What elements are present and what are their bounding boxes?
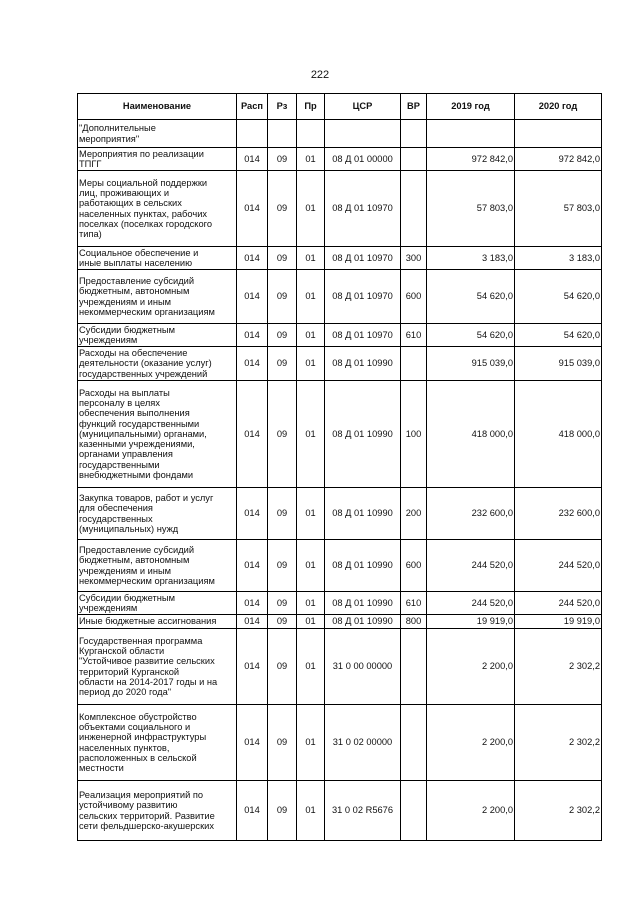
row-name-line: устойчивому развитию [79,800,178,811]
row-csr: 08 Д 01 10990 [325,540,401,592]
row-amount-2020: 54 620,0 [515,324,602,347]
row-name [78,270,237,324]
row-vr: 300 [401,247,427,270]
row-vr [401,347,427,381]
row-name-line: государственными [79,459,160,470]
row-name-line: инженерной инфраструктуры [79,732,207,743]
table-header-row [78,94,602,120]
table-row [78,629,602,705]
row-pr: 01 [297,324,325,347]
row-amount-2020: 54 620,0 [515,270,602,324]
row-name-line: сельских территорий. Развитие [79,810,215,821]
row-amount-2020: 57 803,0 [515,171,602,247]
row-amount-2020: 418 000,0 [515,381,602,488]
row-rz: 09 [268,592,297,615]
row-name [78,592,237,615]
row-name-line: некоммерческим организациям [79,306,215,317]
row-name-line: для обеспечения [79,503,153,514]
row-name-line: местности [79,762,124,773]
row-csr: 31 0 00 00000 [325,629,401,705]
row-amount-2019: 972 842,0 [427,148,515,171]
table-row [78,247,602,270]
row-pr: 01 [297,171,325,247]
row-pr: 01 [297,148,325,171]
row-rasp: 014 [237,148,268,171]
row-rz: 09 [268,270,297,324]
table-row [78,488,602,540]
row-rasp: 014 [237,324,268,347]
row-rz: 09 [268,705,297,781]
row-rz: 09 [268,629,297,705]
row-name-line: ТПГГ [79,159,102,169]
row-csr: 31 0 02 R5676 [325,781,401,841]
row-amount-2019: 244 520,0 [427,540,515,592]
row-name-line: некоммерческим организациям [79,575,215,586]
row-csr: 31 0 02 00000 [325,705,401,781]
row-name-line: Предоставление субсидий [79,276,195,287]
row-pr: 01 [297,347,325,381]
row-name-line: Предоставление субсидий [79,545,195,556]
row-amount-2020: 2 302,2 [515,781,602,841]
row-rz: 09 [268,488,297,540]
row-amount-2019: 915 039,0 [427,347,515,381]
row-vr [401,171,427,247]
row-name [78,781,237,841]
row-amount-2019: 19 919,0 [427,615,515,629]
row-name-line: внебюджетными фондами [79,469,194,480]
row-pr: 01 [297,629,325,705]
row-rasp: 014 [237,347,268,381]
row-rz: 09 [268,540,297,592]
row-name-line: поселках (поселках городского [79,218,212,229]
row-name-line: Мероприятия по реализации [79,148,204,159]
row-name [78,629,237,705]
row-amount-2020: 915 039,0 [515,347,602,381]
row-name-line: сети фельдшерско-акушерских [79,820,214,831]
row-amount-2020: 2 302,2 [515,629,602,705]
row-vr: 100 [401,381,427,488]
row-rz: 09 [268,347,297,381]
row-amount-2020: 244 520,0 [515,592,602,615]
row-name-line: "Устойчивое развитие сельских [79,656,215,667]
row-rasp [237,120,268,148]
row-amount-2020: 2 302,2 [515,705,602,781]
row-name [78,381,237,488]
row-rz: 09 [268,615,297,629]
row-name-line: иные выплаты населению [79,258,193,268]
header-vr: ВР [401,94,427,120]
header-name: Наименование [78,94,237,120]
row-name-line: "Дополнительные [79,123,156,134]
row-name-line: функций государственными [79,418,200,429]
row-pr: 01 [297,781,325,841]
row-name-line: типа) [79,228,102,239]
row-rz: 09 [268,148,297,171]
table-row [78,705,602,781]
row-rasp: 014 [237,781,268,841]
row-name-line: Курганской области [79,646,165,657]
row-amount-2019: 2 200,0 [427,705,515,781]
row-pr: 01 [297,540,325,592]
row-amount-2020: 972 842,0 [515,148,602,171]
row-name-line: Меры социальной поддержки [79,177,208,188]
row-name-line: Расходы на выплаты [79,388,170,399]
budget-table [77,93,602,841]
row-rasp: 014 [237,488,268,540]
row-amount-2019: 54 620,0 [427,270,515,324]
row-csr: 08 Д 01 10990 [325,381,401,488]
row-pr: 01 [297,488,325,540]
row-vr: 200 [401,488,427,540]
row-amount-2019: 2 200,0 [427,781,515,841]
row-rz: 09 [268,247,297,270]
row-amount-2019: 57 803,0 [427,171,515,247]
row-name-line: Государственная программа [79,635,203,646]
row-name-line: (муниципальными) органами, [79,428,207,439]
header-2019: 2019 год [427,94,515,120]
row-vr: 610 [401,592,427,615]
row-name-line: государственных учреждений [79,368,208,379]
header-rasp: Расп [237,94,268,120]
row-name-line: Расходы на обеспечение [79,348,188,359]
row-name-line: персоналу в целях [79,398,160,409]
row-rz [268,120,297,148]
row-rasp: 014 [237,629,268,705]
row-amount-2020: 3 183,0 [515,247,602,270]
row-rasp: 014 [237,540,268,592]
row-pr: 01 [297,705,325,781]
row-name-line: объектами социального и [79,722,191,733]
row-amount-2020: 232 600,0 [515,488,602,540]
row-pr [297,120,325,148]
row-name-line: обеспечения выполнения [79,408,190,419]
row-csr: 08 Д 01 10970 [325,247,401,270]
row-amount-2019: 232 600,0 [427,488,515,540]
row-name-line: органами управления [79,449,173,460]
row-name [78,540,237,592]
table-row [78,540,602,592]
table-row [78,381,602,488]
header-pr: Пр [297,94,325,120]
row-name [78,171,237,247]
table-row [78,592,602,615]
row-name-line: учреждениям и иным [79,296,172,307]
row-name-line: населенных пунктов, [79,742,170,753]
row-pr: 01 [297,247,325,270]
row-rasp: 014 [237,705,268,781]
row-pr: 01 [297,381,325,488]
row-amount-2019: 3 183,0 [427,247,515,270]
row-csr [325,120,401,148]
table-row [78,270,602,324]
row-rasp: 014 [237,270,268,324]
row-name-line: учреждениям и иным [79,565,172,576]
row-csr: 08 Д 01 10970 [325,324,401,347]
row-name-line: Субсидии бюджетным [79,592,175,603]
row-csr: 08 Д 01 10990 [325,615,401,629]
row-name-line: (муниципальных) нужд [79,523,179,534]
row-name-line: Субсидии бюджетным [79,324,175,335]
header-rz: Рз [268,94,297,120]
row-name-line: мероприятия" [79,133,140,144]
row-vr: 610 [401,324,427,347]
table-row [78,120,602,148]
header-csr: ЦСР [325,94,401,120]
row-name-line: учреждениям [79,335,138,345]
table-row [78,324,602,347]
row-amount-2019: 2 200,0 [427,629,515,705]
row-name-line: деятельности (оказание услуг) [79,358,212,369]
row-vr [401,148,427,171]
table-row [78,781,602,841]
row-name-line: Закупка товаров, работ и услуг [79,493,214,504]
row-rasp: 014 [237,171,268,247]
row-name-line: Реализация мероприятий по [79,790,204,801]
row-amount-2020: 19 919,0 [515,615,602,629]
table-row [78,347,602,381]
row-amount-2019: 244 520,0 [427,592,515,615]
row-amount-2020 [515,120,602,148]
row-name-line: территорий Курганской [79,666,180,677]
row-name [78,324,237,347]
row-pr: 01 [297,592,325,615]
row-name-line: Комплексное обустройство [79,711,197,722]
row-rz: 09 [268,171,297,247]
row-rasp: 014 [237,615,268,629]
table-row [78,171,602,247]
row-vr [401,705,427,781]
row-vr [401,781,427,841]
row-rasp: 014 [237,247,268,270]
row-rasp: 014 [237,381,268,488]
row-name-line: Социальное обеспечение и [79,247,199,258]
row-rz: 09 [268,781,297,841]
row-amount-2019: 418 000,0 [427,381,515,488]
row-name [78,247,237,270]
row-name-line: Иные бюджетные ассигнования [79,616,217,627]
row-csr: 08 Д 01 10990 [325,592,401,615]
row-vr: 600 [401,540,427,592]
row-pr: 01 [297,615,325,629]
row-rz: 09 [268,381,297,488]
row-name [78,615,237,629]
row-name-line: области на 2014-2017 годы и на [79,676,218,687]
row-name-line: работающих в сельских [79,198,182,209]
row-csr: 08 Д 01 10970 [325,270,401,324]
row-csr: 08 Д 01 10990 [325,488,401,540]
row-amount-2020: 244 520,0 [515,540,602,592]
row-rasp: 014 [237,592,268,615]
page-number: 222 [310,69,330,81]
row-vr: 800 [401,615,427,629]
row-rz: 09 [268,324,297,347]
row-name [78,347,237,381]
row-name [78,488,237,540]
row-name [78,120,237,148]
row-name-line: населенных пунктах, рабочих [79,208,208,219]
row-amount-2019 [427,120,515,148]
row-name-line: казенными учреждениями, [79,439,195,450]
row-name-line: бюджетным, автономным [79,555,190,566]
row-name-line: период до 2020 года" [79,686,172,697]
header-2020: 2020 год [515,94,602,120]
row-name-line: расположенных в сельской [79,752,197,763]
row-vr: 600 [401,270,427,324]
row-csr: 08 Д 01 10970 [325,171,401,247]
row-name-line: государственных [79,513,153,524]
row-name-line: лиц, проживающих и [79,188,170,199]
row-amount-2019: 54 620,0 [427,324,515,347]
row-vr [401,120,427,148]
row-name [78,705,237,781]
row-name-line: бюджетным, автономным [79,286,190,297]
row-pr: 01 [297,270,325,324]
row-csr: 08 Д 01 10990 [325,347,401,381]
row-csr: 08 Д 01 00000 [325,148,401,171]
row-name [78,148,237,171]
table-row [78,148,602,171]
table-row [78,615,602,629]
row-vr [401,629,427,705]
row-name-line: учреждениям [79,603,138,613]
